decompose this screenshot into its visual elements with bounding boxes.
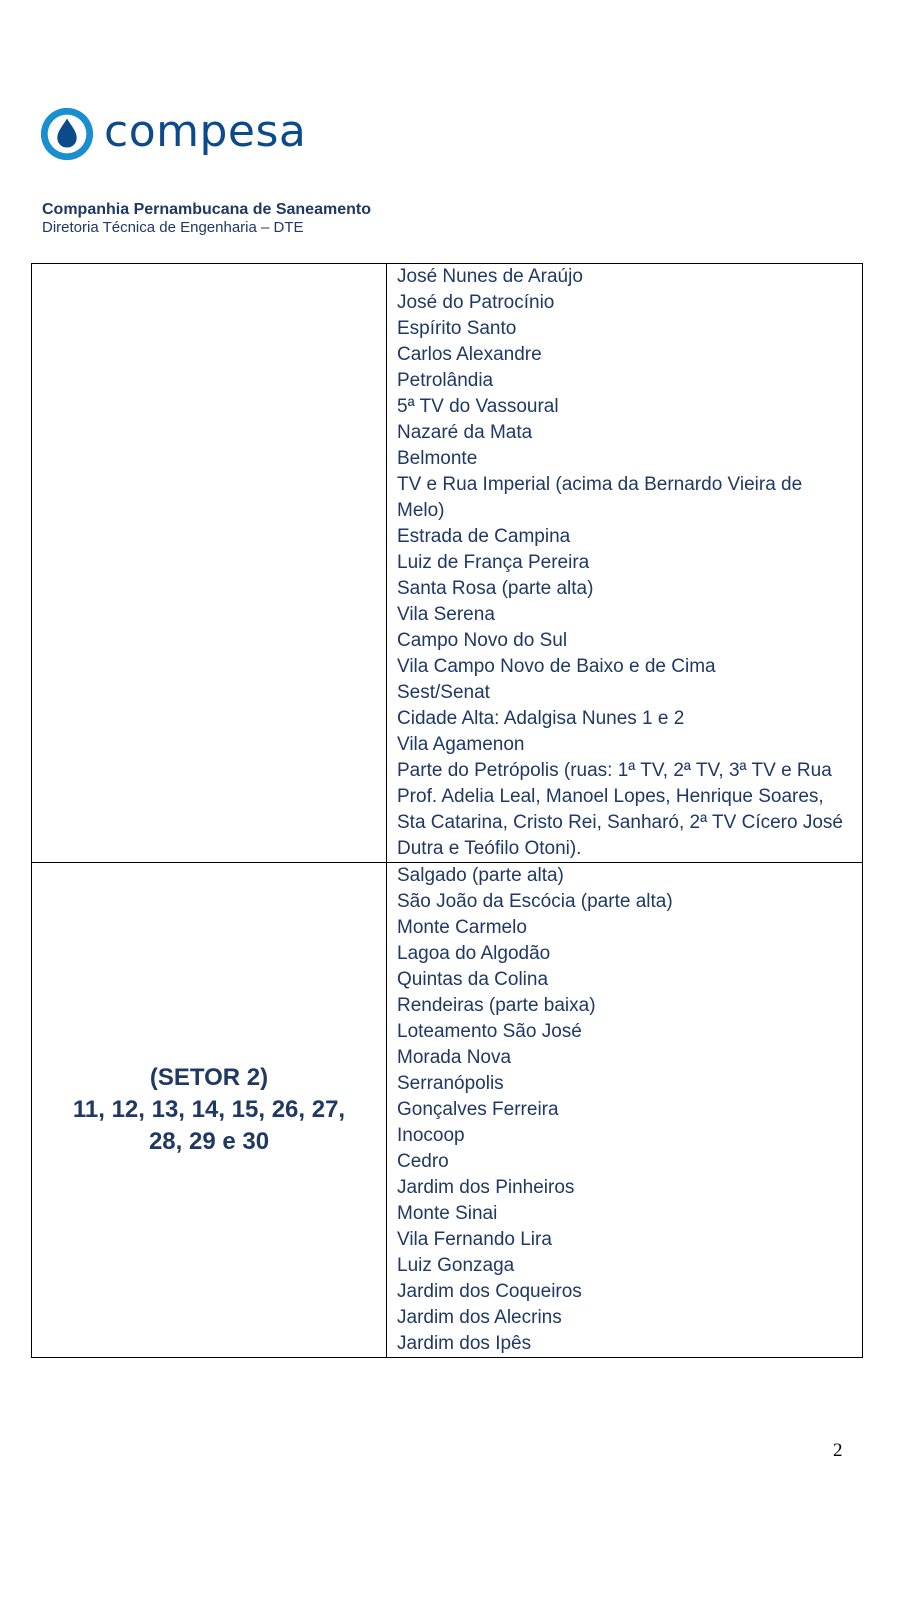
list-item: Luiz de França Pereira [397,552,590,573]
table-row [32,264,863,863]
list-item: Inocoop [397,1125,465,1146]
list-item: Cidade Alta: Adalgisa Nunes 1 e 2 [397,708,685,729]
water-drop-logo-icon [38,105,96,163]
list-item: Estrada de Campina [397,526,571,547]
list-item: Petrolândia [397,370,494,391]
list-item: Parte do Petrópolis (ruas: 1ª TV, 2ª TV, 3ª TV e Rua Prof. Adelia Leal, Manoel Lopes, Henrique Soares, Sta Catarina, Cristo Rei, Sanharó, 2ª TV Cícero José Dutra e Teófilo Otoni). [397,760,843,859]
list-item: Vila Agamenon [397,734,525,755]
list-item: Luiz Gonzaga [397,1255,515,1276]
list-item: Morada Nova [397,1047,512,1068]
list-item: Belmonte [397,448,478,469]
sector-title: (SETOR 2) [149,1064,269,1091]
sector-cell [32,264,387,863]
page-number: 2 [833,1440,843,1461]
list-item: São João da Escócia (parte alta) [397,891,673,912]
streets-cell [387,264,863,863]
list-item: Rendeiras (parte baixa) [397,995,596,1016]
list-item: José Nunes de Araújo [397,266,583,287]
list-item: 5ª TV do Vassoural [397,396,559,417]
list-item: Jardim dos Alecrins [397,1307,562,1328]
list-item: Vila Fernando Lira [397,1229,552,1250]
sector-numbers: 11, 12, 13, 14, 15, 26, 27, 28, 29 e 30 [72,1096,346,1155]
compesa-logo [38,104,306,164]
list-item: Vila Serena [397,604,495,625]
list-item: Carlos Alexandre [397,344,542,365]
list-item: TV e Rua Imperial (acima da Bernardo Vieira de Melo) [397,474,803,521]
organization-header [42,200,371,237]
sector-cell [32,863,387,1358]
list-item: Campo Novo do Sul [397,630,568,651]
streets-cell [387,863,863,1358]
list-item: Lagoa do Algodão [397,943,551,964]
street-list [397,863,850,1357]
list-item: Monte Carmelo [397,917,527,938]
logo-wordmark: compesa [104,106,307,157]
sector-streets-table [31,263,863,1358]
list-item: Jardim dos Ipês [397,1333,532,1354]
list-item: Vila Campo Novo de Baixo e de Cima [397,656,716,677]
list-item: José do Patrocínio [397,292,555,313]
list-item: Cedro [397,1151,449,1172]
list-item: Jardim dos Coqueiros [397,1281,582,1302]
list-item: Santa Rosa (parte alta) [397,578,594,599]
list-item: Gonçalves Ferreira [397,1099,559,1120]
list-item: Serranópolis [397,1073,504,1094]
street-list [397,264,850,862]
list-item: Loteamento São José [397,1021,582,1042]
list-item: Monte Sinai [397,1203,498,1224]
list-item: Quintas da Colina [397,969,549,990]
list-item: Salgado (parte alta) [397,865,564,886]
list-item: Jardim dos Pinheiros [397,1177,575,1198]
list-item: Nazaré da Mata [397,422,533,443]
department-name: Diretoria Técnica de Engenharia – DTE [42,219,304,236]
list-item: Espírito Santo [397,318,517,339]
organization-name: Companhia Pernambucana de Saneamento [42,201,371,218]
table-row [32,863,863,1358]
list-item: Sest/Senat [397,682,490,703]
